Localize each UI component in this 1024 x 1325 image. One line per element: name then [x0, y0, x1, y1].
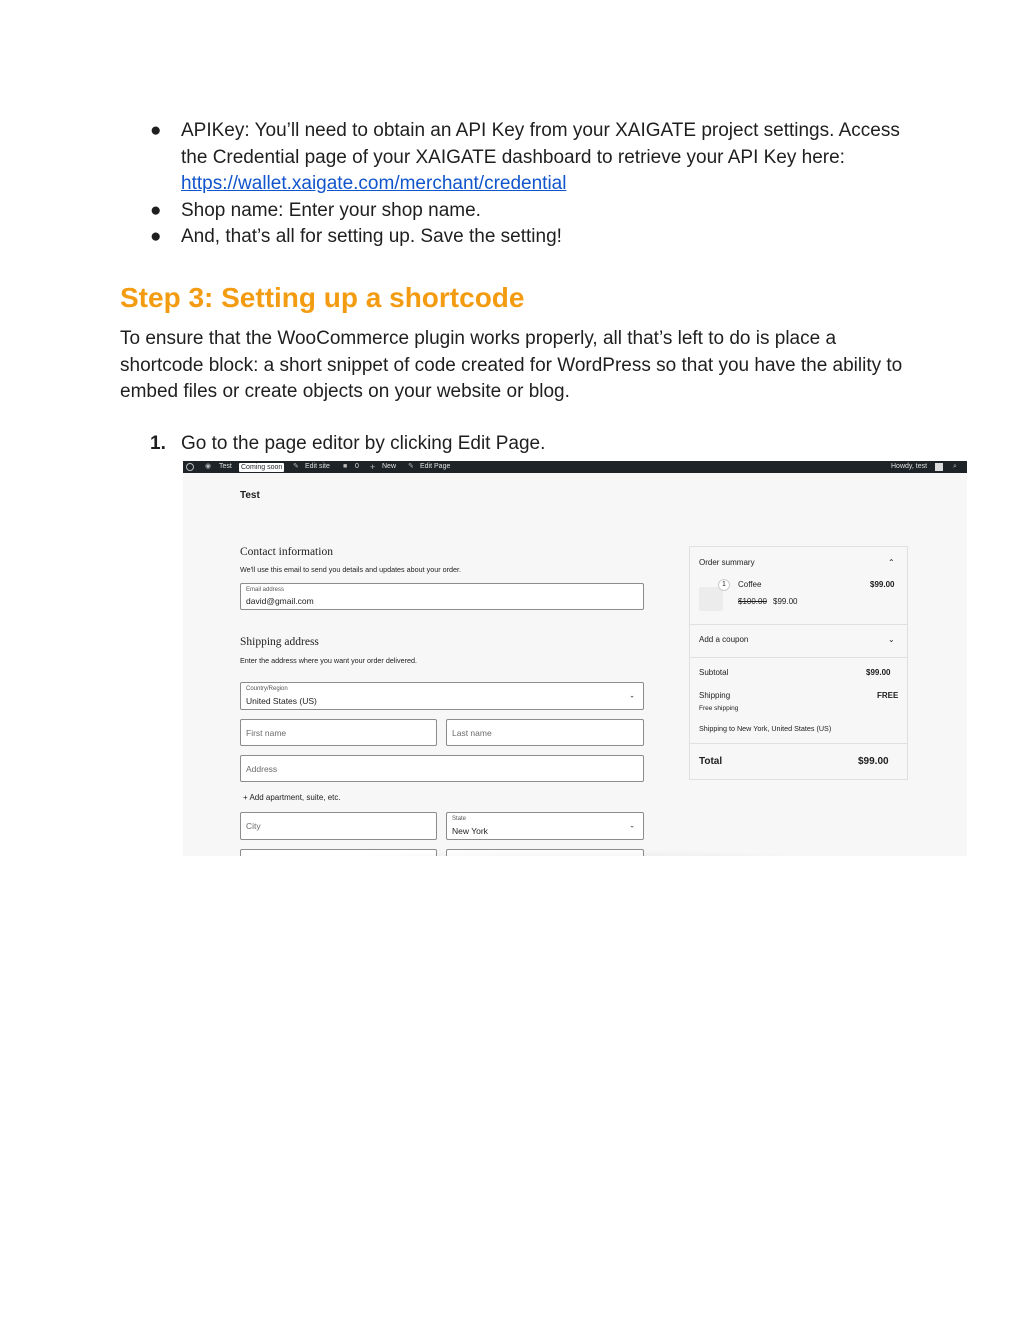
city-placeholder: City	[246, 821, 261, 831]
first-name-field[interactable]	[240, 719, 437, 746]
country-label: Country/Region	[246, 686, 288, 692]
shadow-overlay	[243, 848, 903, 856]
page-title: Test	[240, 490, 260, 501]
admin-bar-site[interactable]: Test	[219, 463, 232, 470]
state-label: State	[452, 816, 467, 822]
shipping-label: Shipping	[699, 691, 731, 700]
item-new-price: $99.00	[773, 597, 798, 606]
city-field[interactable]	[240, 812, 437, 840]
brush-icon: ✎	[293, 463, 299, 470]
contact-subtitle: We'll use this email to send you details and updates about your order.	[240, 565, 461, 574]
email-value: david@gmail.com	[246, 596, 314, 606]
bullet-save	[150, 224, 930, 251]
coming-soon-badge[interactable]: Coming soon	[241, 463, 283, 471]
country-value: United States (US)	[246, 696, 317, 706]
add-coupon[interactable]: Add a coupon	[699, 635, 749, 644]
email-field[interactable]	[240, 583, 644, 610]
bullet-marker: ●	[150, 120, 162, 141]
first-name-placeholder: First name	[246, 727, 287, 738]
divider	[690, 657, 907, 658]
bullet-marker: ●	[150, 226, 162, 248]
product-thumbnail	[699, 587, 723, 611]
avatar[interactable]	[935, 463, 943, 471]
address-placeholder: Address	[246, 763, 278, 774]
bullet-text: APIKey: You’ll need to obtain an API Key from your XAIGATE project settings. Access the Credential page of your XAIGATE dashboard to retrieve your API Key here:	[181, 120, 900, 168]
divider	[690, 624, 907, 625]
state-select[interactable]	[446, 812, 644, 840]
pencil-icon: ✎	[408, 463, 414, 470]
subtotal-label: Subtotal	[699, 668, 729, 677]
order-summary-panel	[689, 546, 908, 780]
address-field[interactable]	[240, 755, 644, 782]
contact-title: Contact information	[240, 546, 333, 558]
admin-bar-comments[interactable]: 0	[355, 463, 359, 470]
checkout-screenshot	[183, 461, 967, 856]
section-paragraph: To ensure that the WooCommerce plugin works properly, all that’s left to do is place a shortcode block: a short snippet of code created for WordPress so that you have the ability to embed files or create objects on your website or blog.	[120, 328, 903, 403]
quantity-badge: 1	[718, 579, 730, 591]
bullet-marker: ●	[150, 199, 162, 221]
email-label: Email address	[246, 587, 285, 593]
item-name: Coffee	[738, 580, 762, 589]
step-number: 1.	[150, 433, 166, 454]
step-text: Go to the page editor by clicking Edit Page.	[181, 433, 546, 454]
total-label: Total	[699, 756, 723, 767]
bullet-text: Shop name: Enter your shop name.	[181, 199, 481, 221]
shipping-subtitle: Enter the address where you want your order delivered.	[240, 656, 417, 665]
bullet-text: And, that’s all for setting up. Save the setting!	[181, 226, 562, 248]
search-icon[interactable]: ⌕	[953, 463, 957, 470]
steps-list	[150, 431, 545, 457]
dashboard-icon[interactable]: ◉	[205, 463, 212, 470]
country-select[interactable]	[240, 682, 644, 710]
wp-admin-bar	[183, 461, 967, 473]
last-name-field[interactable]	[446, 719, 644, 746]
chevron-down-icon: ⌄	[629, 822, 635, 830]
admin-bar-edit-page[interactable]: Edit Page	[420, 463, 451, 470]
admin-bar-howdy[interactable]: Howdy, test	[891, 463, 928, 470]
shipping-title: Shipping address	[240, 636, 319, 648]
comment-icon: ■	[343, 463, 348, 470]
admin-bar-new[interactable]: New	[382, 463, 397, 470]
item-price: $99.00	[870, 580, 895, 589]
shipping-value: FREE	[877, 691, 899, 700]
subtotal-value: $99.00	[866, 668, 891, 677]
settings-bullet-list	[150, 118, 930, 251]
shipping-destination: Shipping to New York, United States (US)	[699, 724, 832, 733]
item-old-price: $100.00	[738, 597, 767, 606]
plus-icon: +	[370, 462, 376, 472]
divider	[690, 743, 907, 744]
bullet-api-key	[150, 118, 930, 198]
chevron-down-icon[interactable]: ⌄	[888, 635, 895, 644]
wordpress-icon[interactable]	[186, 463, 194, 471]
add-apartment-link[interactable]: + Add apartment, suite, etc.	[243, 793, 341, 802]
state-value: New York	[452, 826, 488, 836]
bullet-shop-name	[150, 198, 930, 225]
admin-bar-edit-site[interactable]: Edit site	[305, 463, 330, 470]
section-heading: Step 3: Setting up a shortcode	[120, 282, 525, 313]
chevron-up-icon[interactable]: ⌃	[888, 558, 895, 567]
chevron-down-icon: ⌄	[629, 692, 635, 700]
step-item	[150, 431, 545, 457]
order-summary-title: Order summary	[699, 558, 755, 567]
credential-link[interactable]: https://wallet.xaigate.com/merchant/credential	[181, 173, 567, 195]
total-value: $99.00	[858, 756, 889, 767]
last-name-placeholder: Last name	[452, 727, 492, 738]
shipping-note: Free shipping	[699, 705, 739, 712]
